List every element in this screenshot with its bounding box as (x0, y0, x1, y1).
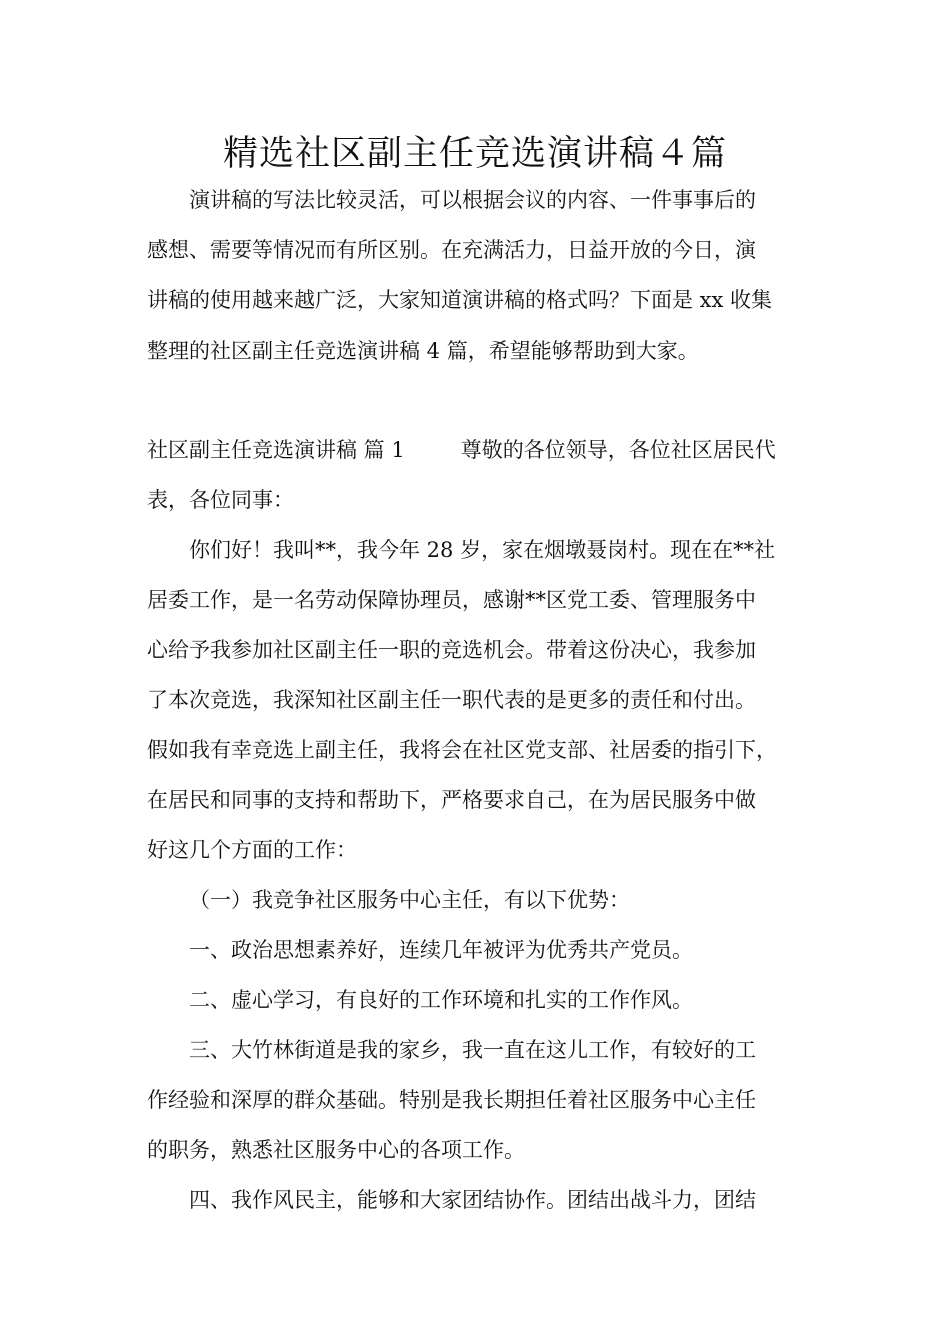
body-line-12: 三、大竹林街道是我的家乡，我一直在这儿工作，有较好的工 (189, 1038, 756, 1062)
body-line-1: 表，各位同事： (147, 488, 294, 512)
body-line-2: 你们好！我叫**，我今年 28 岁，家在烟墩聂岗村。现在在**社 (189, 538, 776, 562)
document-title: 精选社区副主任竞选演讲稿４篇 (222, 134, 727, 174)
body-line-13: 作经验和深厚的群众基础。特别是我长期担任着社区服务中心主任 (147, 1088, 756, 1112)
body-line-14: 的职务，熟悉社区服务中心的各项工作。 (147, 1138, 525, 1162)
body-line-3: 居委工作，是一名劳动保障协理员，感谢**区党工委、管理服务中 (147, 588, 756, 612)
body-line-11: 二、虚心学习，有良好的工作环境和扎实的工作作风。 (189, 988, 693, 1012)
body-line-4: 心给予我参加社区副主任一职的竞选机会。带着这份决心，我参加 (147, 638, 756, 662)
body-line-7: 在居民和同事的支持和帮助下，严格要求自己，在为居民服务中做 (147, 788, 756, 812)
intro-line-2: 感想、需要等情况而有所区别。在充满活力，日益开放的今日，演 (147, 238, 756, 262)
intro-line-1: 演讲稿的写法比较灵活，可以根据会议的内容、一件事事后的 (189, 188, 756, 212)
intro-line-3: 讲稿的使用越来越广泛，大家知道演讲稿的格式吗？下面是 xx 收集 (147, 288, 773, 312)
intro-line-4: 整理的社区副主任竞选演讲稿 4 篇，希望能够帮助到大家。 (147, 339, 699, 363)
body-line-8: 好这几个方面的工作： (147, 838, 357, 862)
section-heading-row (147, 435, 776, 465)
section-heading: 社区副主任竞选演讲稿 篇 1 (147, 438, 405, 462)
body-line-10: 一、政治思想素养好，连续几年被评为优秀共产党员。 (189, 938, 693, 962)
body-line-9: （一）我竞争社区服务中心主任，有以下优势： (189, 888, 630, 912)
body-line-6: 假如我有幸竞选上副主任，我将会在社区党支部、社居委的指引下， (147, 738, 777, 762)
body-line-5: 了本次竞选，我深知社区副主任一职代表的是更多的责任和付出。 (147, 688, 756, 712)
section-heading-tail: 尊敬的各位领导，各位社区居民代 (460, 438, 776, 462)
body-line-15: 四、我作风民主，能够和大家团结协作。团结出战斗力，团结 (189, 1188, 756, 1212)
